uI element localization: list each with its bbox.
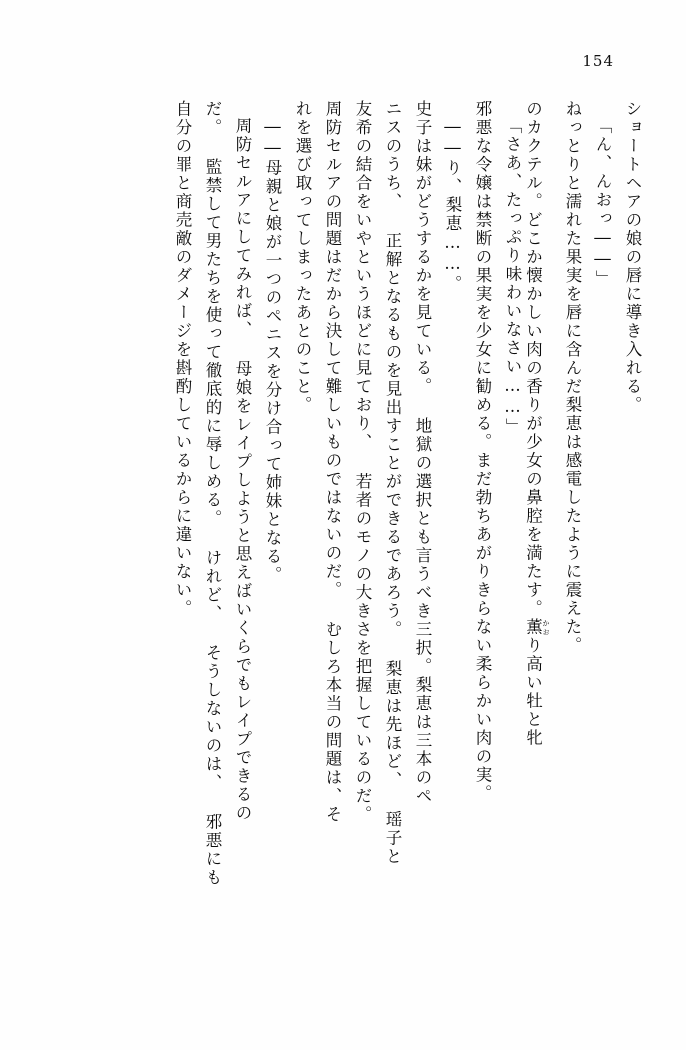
text-line: 史子は妹がどうするかを見ている。 地獄の選択とも言うべき三択。梨恵は三本のペ <box>413 100 432 806</box>
page-number: 154 <box>582 52 614 70</box>
text-line-segment: のカクテル。どこか懐かしい肉の香りが少女の鼻腔を満たす。 <box>523 100 543 618</box>
text-line: 「ん、んおっ――」 <box>593 117 612 289</box>
text-line: ニスのうち、 正解となるものを見出すことができるであろう。 梨恵は先ほど、 瑶子と <box>383 100 402 866</box>
text-line: 「さあ、たっぷり味わいなさい……」 <box>503 117 522 437</box>
text-line: だ。 監禁して男たちを使って徹底的に辱しめる。 けれど、 そうしないのは、 邪悪にも <box>203 100 222 887</box>
ruby-kaori: 薫 かお <box>523 618 550 637</box>
text-line: ――り、梨恵……。 <box>443 117 462 294</box>
text-line: 周防セルアにしてみれば、 母娘をレイプしようと思えばいくらでもレイプできるの <box>233 117 252 823</box>
text-line-with-ruby: のカクテル。どこか懐かしい肉の香りが少女の鼻腔を満たす。薫 かおり高い牡と牝 <box>523 100 550 748</box>
text-line: 周防セルアの問題はだから決して難しいものではないのだ。 むしろ本当の問題は、そ <box>323 100 342 824</box>
vertical-text-body <box>46 100 640 960</box>
text-line: れを選び取ってしまったあとのこと。 <box>293 100 312 415</box>
text-line: 邪悪な令嬢は禁断の果実を少女に勧める。まだ勃ちあがりきらない柔らかい肉の実。 <box>473 100 492 803</box>
text-line: ――母親と娘が一つのペニスを分け合って姉妹となる。 <box>263 117 282 585</box>
text-line: 自分の罪と商売敵のダメージを斟酌しているからに違いない。 <box>173 100 192 618</box>
text-line: ねっとりと濡れた果実を唇に含んだ梨恵は感電したように震えた。 <box>563 100 582 655</box>
text-line: 友希の結合をいやというほどに見ており、 若者のモノの大きさを把握しているのだ。 <box>353 100 372 824</box>
text-line: ショートヘアの娘の唇に導き入れる。 <box>623 100 642 415</box>
